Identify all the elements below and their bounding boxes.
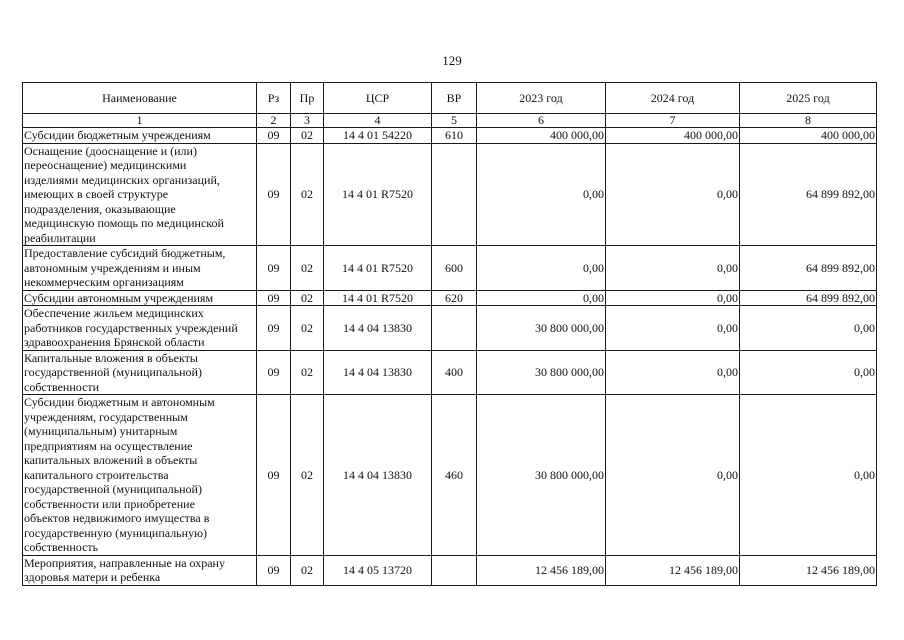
table-row <box>23 350 877 395</box>
row-name-line: автономным учреждениям и иным <box>24 260 201 275</box>
row-2024: 0,00 <box>606 143 740 246</box>
row-name-line: Обеспечение жильем медицинских <box>24 306 204 320</box>
row-2025: 400 000,00 <box>740 128 877 144</box>
row-name-line: имеющих в своей структуре <box>24 187 169 201</box>
header-2024: 2024 год <box>606 83 740 114</box>
row-name-line: собственности <box>24 379 100 394</box>
row-2024: 0,00 <box>606 395 740 556</box>
header-rz: Рз <box>257 83 291 114</box>
row-csr: 14 4 04 13830 <box>324 395 432 556</box>
row-csr: 14 4 01 R7520 <box>324 290 432 306</box>
row-name <box>23 246 257 291</box>
row-vr: 620 <box>432 290 477 306</box>
row-pr: 02 <box>291 395 324 556</box>
row-2023: 30 800 000,00 <box>477 350 606 395</box>
row-name-line: медицинскую помощь по медицинской <box>24 216 224 230</box>
row-rz: 09 <box>257 395 291 556</box>
row-rz: 09 <box>257 128 291 144</box>
row-name-line: капитального строительства <box>24 467 169 482</box>
row-2023: 30 800 000,00 <box>477 306 606 351</box>
row-name-line: Мероприятия, направленные на охрану <box>24 555 225 570</box>
row-name-line: (муниципальным) унитарным <box>24 424 178 438</box>
row-name-line: собственности или приобретение <box>24 496 195 511</box>
row-csr: 14 4 04 13830 <box>324 306 432 351</box>
table-row <box>23 246 877 291</box>
header-pr: Пр <box>291 83 324 114</box>
row-name-line: работников государственных учреждений <box>24 320 238 335</box>
row-name <box>23 395 257 556</box>
row-rz: 09 <box>257 306 291 351</box>
row-name-line: объектов недвижимого имущества в <box>24 511 210 525</box>
row-pr: 02 <box>291 290 324 306</box>
row-name-line: Оснащение (дооснащение и (или) <box>24 143 197 158</box>
row-2023: 0,00 <box>477 143 606 246</box>
row-vr <box>432 555 477 585</box>
page-number: 129 <box>442 53 462 68</box>
row-name-line: некоммерческим организациям <box>24 275 184 289</box>
column-number: 3 <box>291 114 324 128</box>
row-name-line: реабилитации <box>24 230 96 245</box>
header-2023: 2023 год <box>477 83 606 114</box>
row-pr: 02 <box>291 143 324 246</box>
row-2024: 12 456 189,00 <box>606 555 740 585</box>
row-2024: 0,00 <box>606 290 740 306</box>
row-name-line: подразделения, оказывающие <box>24 201 176 216</box>
row-2025: 64 899 892,00 <box>740 246 877 291</box>
row-rz: 09 <box>257 555 291 585</box>
row-name-line: Субсидии бюджетным и автономным <box>24 395 215 409</box>
row-csr: 14 4 05 13720 <box>324 555 432 585</box>
header-vr: ВР <box>432 83 477 114</box>
row-csr: 14 4 01 R7520 <box>324 246 432 291</box>
row-rz: 09 <box>257 143 291 246</box>
column-number: 5 <box>432 114 477 128</box>
table-row <box>23 306 877 351</box>
row-pr: 02 <box>291 128 324 144</box>
column-number: 4 <box>324 114 432 128</box>
column-number: 2 <box>257 114 291 128</box>
row-name-line: государственную (муниципальную) <box>24 525 208 540</box>
table-row <box>23 143 877 246</box>
row-pr: 02 <box>291 306 324 351</box>
row-2025: 64 899 892,00 <box>740 290 877 306</box>
column-number: 1 <box>23 114 257 128</box>
row-2025: 0,00 <box>740 306 877 351</box>
row-2023: 0,00 <box>477 246 606 291</box>
row-csr: 14 4 01 R7520 <box>324 143 432 246</box>
row-name-line: государственной (муниципальной) <box>24 365 202 379</box>
row-name-line: здоровья матери и ребенка <box>24 570 161 584</box>
row-pr: 02 <box>291 246 324 291</box>
row-2024: 0,00 <box>606 306 740 351</box>
column-number: 7 <box>606 114 740 128</box>
row-2025: 0,00 <box>740 395 877 556</box>
row-name <box>23 555 257 585</box>
row-name-line: переоснащение) медицинскими <box>24 158 187 172</box>
row-name-line: собственность <box>24 540 99 554</box>
row-name-line: изделиями медицинских организаций, <box>24 172 220 187</box>
row-name-line: учреждениям, государственным <box>24 409 188 424</box>
row-2023: 30 800 000,00 <box>477 395 606 556</box>
row-vr: 400 <box>432 350 477 395</box>
row-vr: 460 <box>432 395 477 556</box>
row-2025: 12 456 189,00 <box>740 555 877 585</box>
row-2023: 400 000,00 <box>477 128 606 144</box>
row-vr <box>432 306 477 351</box>
row-rz: 09 <box>257 290 291 306</box>
table-row <box>23 555 877 585</box>
budget-table <box>22 82 877 586</box>
table-row <box>23 290 877 306</box>
table-row <box>23 395 877 556</box>
row-name-line: здравоохранения Брянской области <box>24 335 205 349</box>
row-2024: 0,00 <box>606 350 740 395</box>
table-row <box>23 128 877 144</box>
column-number-row <box>23 114 877 128</box>
row-rz: 09 <box>257 246 291 291</box>
column-number: 8 <box>740 114 877 128</box>
row-vr: 610 <box>432 128 477 144</box>
row-pr: 02 <box>291 350 324 395</box>
row-csr: 14 4 04 13830 <box>324 350 432 395</box>
row-name: Субсидии бюджетным учреждениям <box>23 128 257 144</box>
header-2025: 2025 год <box>740 83 877 114</box>
row-pr: 02 <box>291 555 324 585</box>
row-2025: 64 899 892,00 <box>740 143 877 246</box>
row-vr: 600 <box>432 246 477 291</box>
header-name: Наименование <box>23 83 257 114</box>
header-csr: ЦСР <box>324 83 432 114</box>
row-2023: 0,00 <box>477 290 606 306</box>
row-name-line: предприятиям на осуществление <box>24 438 193 453</box>
column-number: 6 <box>477 114 606 128</box>
row-vr <box>432 143 477 246</box>
row-name <box>23 306 257 351</box>
row-name-line: Предоставление субсидий бюджетным, <box>24 246 226 260</box>
row-name-line: Капитальные вложения в объекты <box>24 350 198 365</box>
row-rz: 09 <box>257 350 291 395</box>
header-row <box>23 83 877 114</box>
row-name <box>23 350 257 395</box>
row-2024: 400 000,00 <box>606 128 740 144</box>
row-csr: 14 4 01 54220 <box>324 128 432 144</box>
row-name-line: капитальных вложений в объекты <box>24 453 198 467</box>
row-name <box>23 143 257 246</box>
row-2024: 0,00 <box>606 246 740 291</box>
row-name-line: государственной (муниципальной) <box>24 482 202 496</box>
row-2025: 0,00 <box>740 350 877 395</box>
row-name: Субсидии автономным учреждениям <box>23 290 257 306</box>
row-2023: 12 456 189,00 <box>477 555 606 585</box>
